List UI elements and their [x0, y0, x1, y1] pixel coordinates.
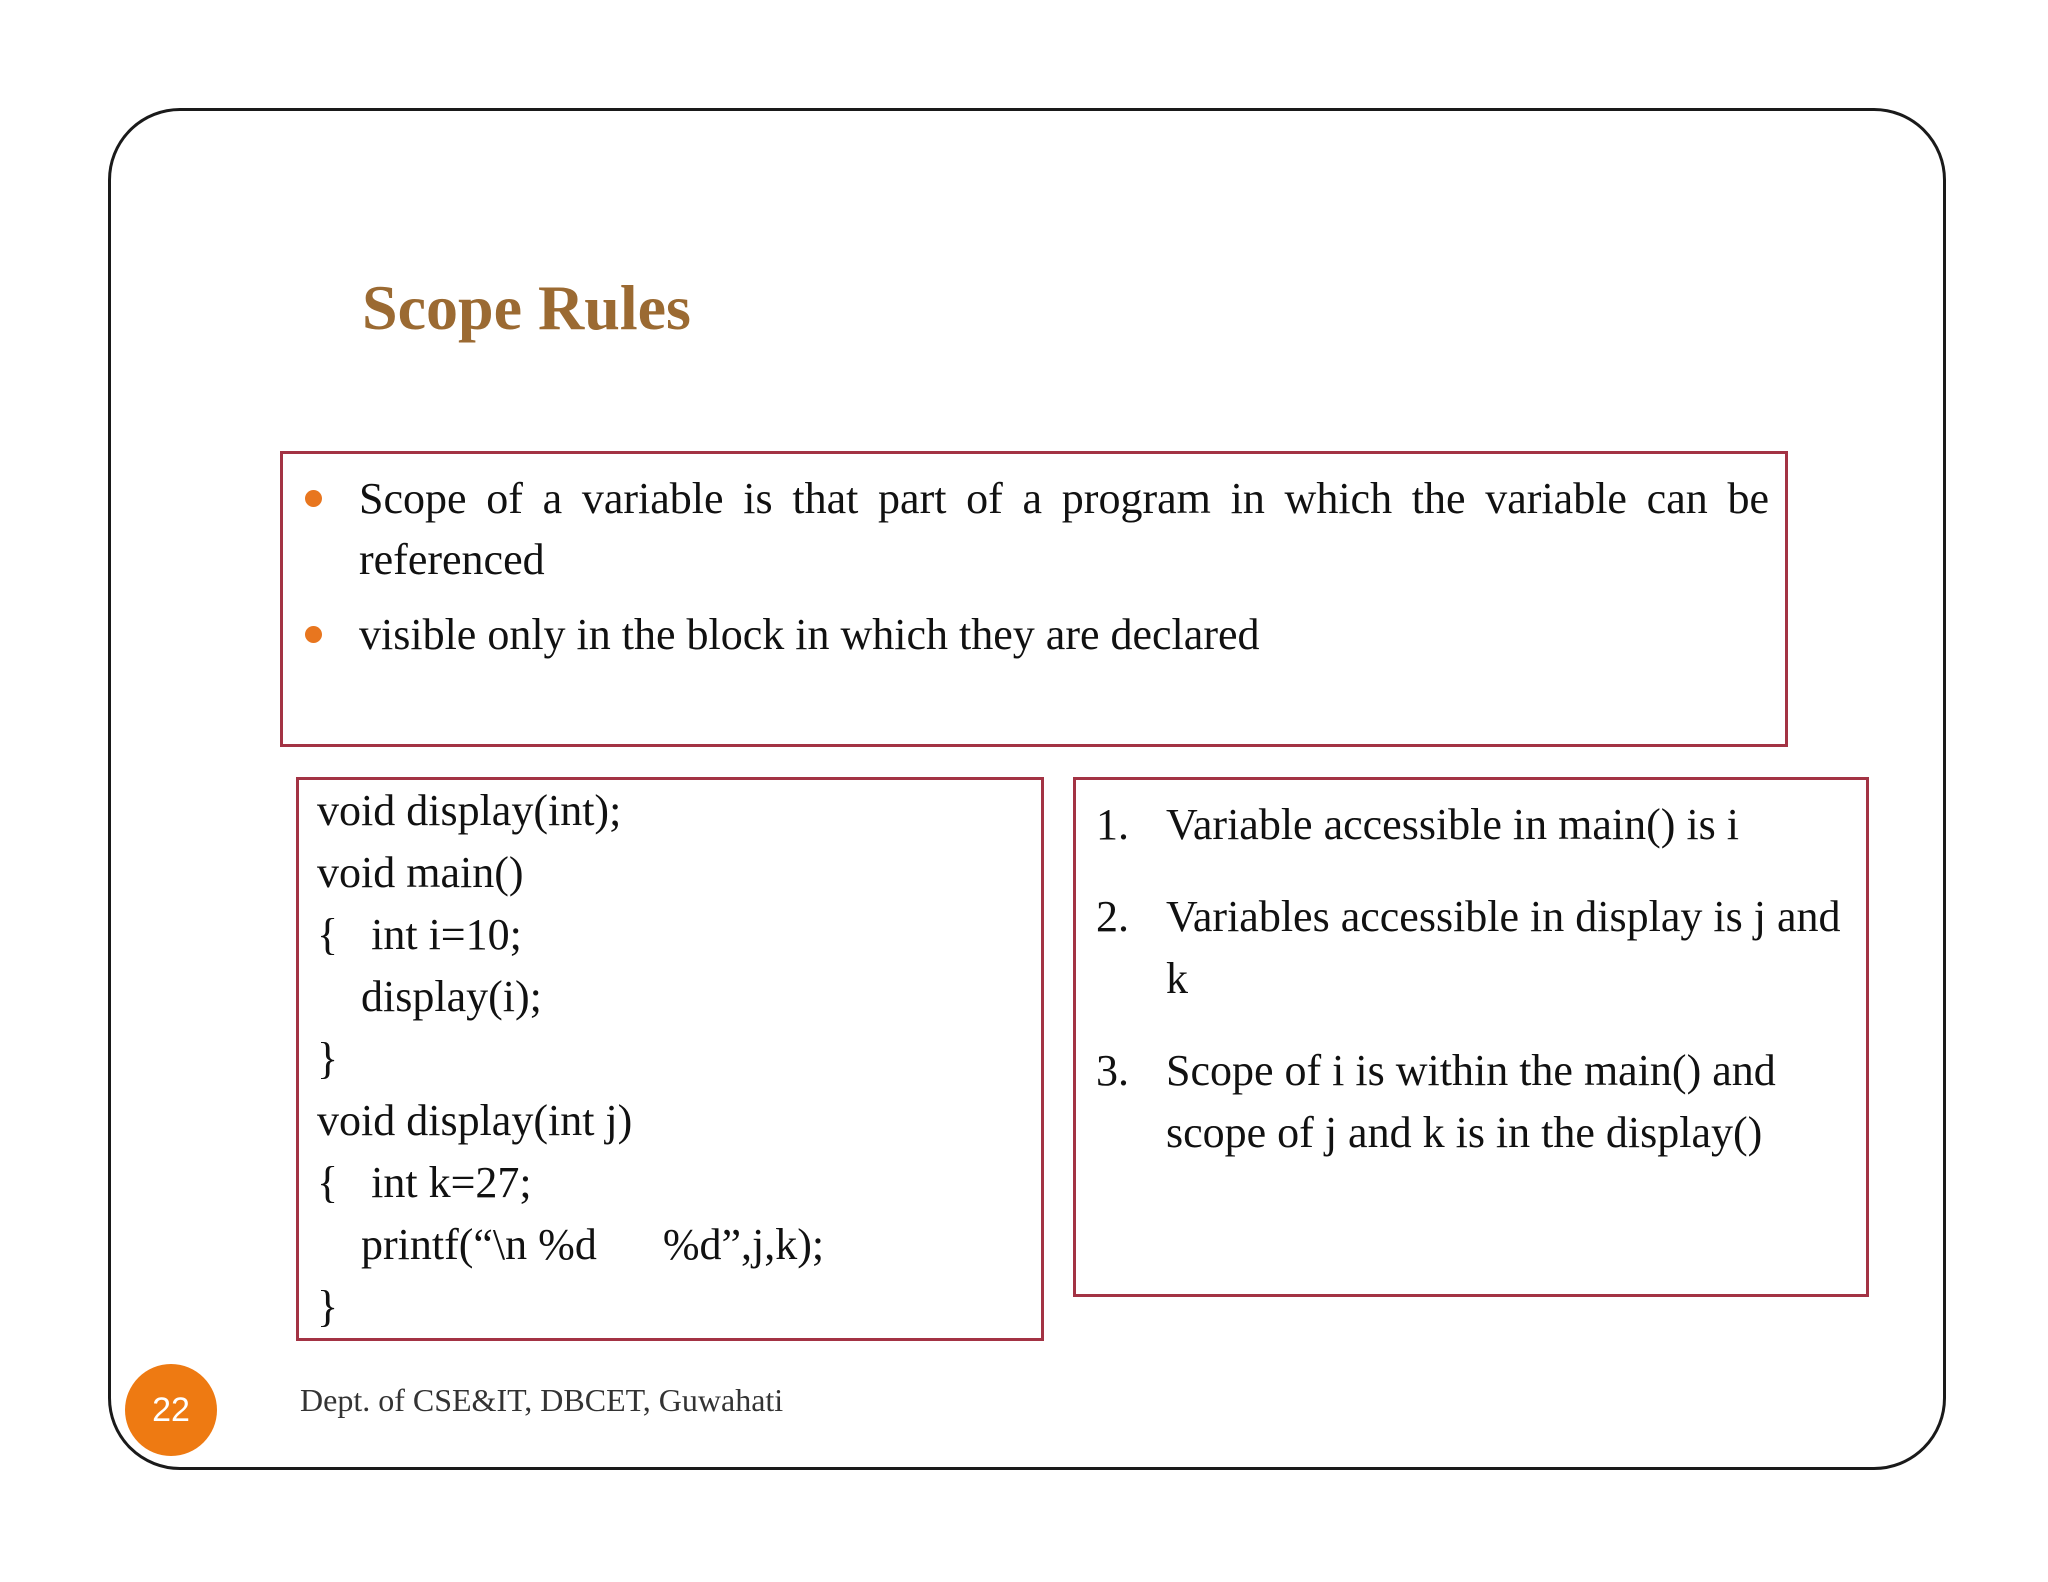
numbered-item	[1076, 1040, 1866, 1164]
bullet-item	[283, 604, 1785, 665]
code-line: void display(int);	[317, 786, 622, 835]
numbered-list	[1076, 794, 1866, 1194]
footer-text: Dept. of CSE&IT, DBCET, Guwahati	[300, 1382, 784, 1418]
item-text: Scope of i is within the main() and scope of j and k is in the display()	[1166, 1046, 1776, 1157]
bullet-text: Scope of a variable is that part of a program in which the variable can be referenced	[359, 474, 1769, 584]
item-text: Variables accessible in display is j and k	[1166, 892, 1841, 1003]
numbered-item	[1076, 886, 1866, 1010]
code-line: { int i=10;	[317, 910, 522, 959]
bullet-item	[283, 468, 1785, 590]
bullet-dot-icon	[305, 490, 322, 507]
bullet-text: visible only in the block in which they are declared	[359, 610, 1260, 659]
slide-title: Scope Rules	[362, 272, 691, 343]
code-line: void display(int j)	[317, 1096, 633, 1145]
code-line: printf(“\n %d %d”,j,k);	[317, 1220, 825, 1269]
item-number: 2.	[1096, 892, 1129, 941]
numbered-item	[1076, 794, 1866, 856]
definition-box	[280, 451, 1788, 747]
bullet-dot-icon	[305, 626, 322, 643]
code-line: void main()	[317, 848, 524, 897]
explanation-box	[1073, 777, 1869, 1297]
code-line: { int k=27;	[317, 1158, 532, 1207]
page-number-badge: 22	[125, 1364, 217, 1456]
code-example-box	[296, 777, 1044, 1341]
item-number: 3.	[1096, 1046, 1129, 1095]
item-text: Variable accessible in main() is i	[1166, 800, 1740, 849]
code-line: }	[317, 1282, 339, 1331]
item-number: 1.	[1096, 800, 1129, 849]
code-line: display(i);	[317, 972, 542, 1021]
code-line: }	[317, 1034, 339, 1083]
bullet-list	[283, 468, 1785, 679]
